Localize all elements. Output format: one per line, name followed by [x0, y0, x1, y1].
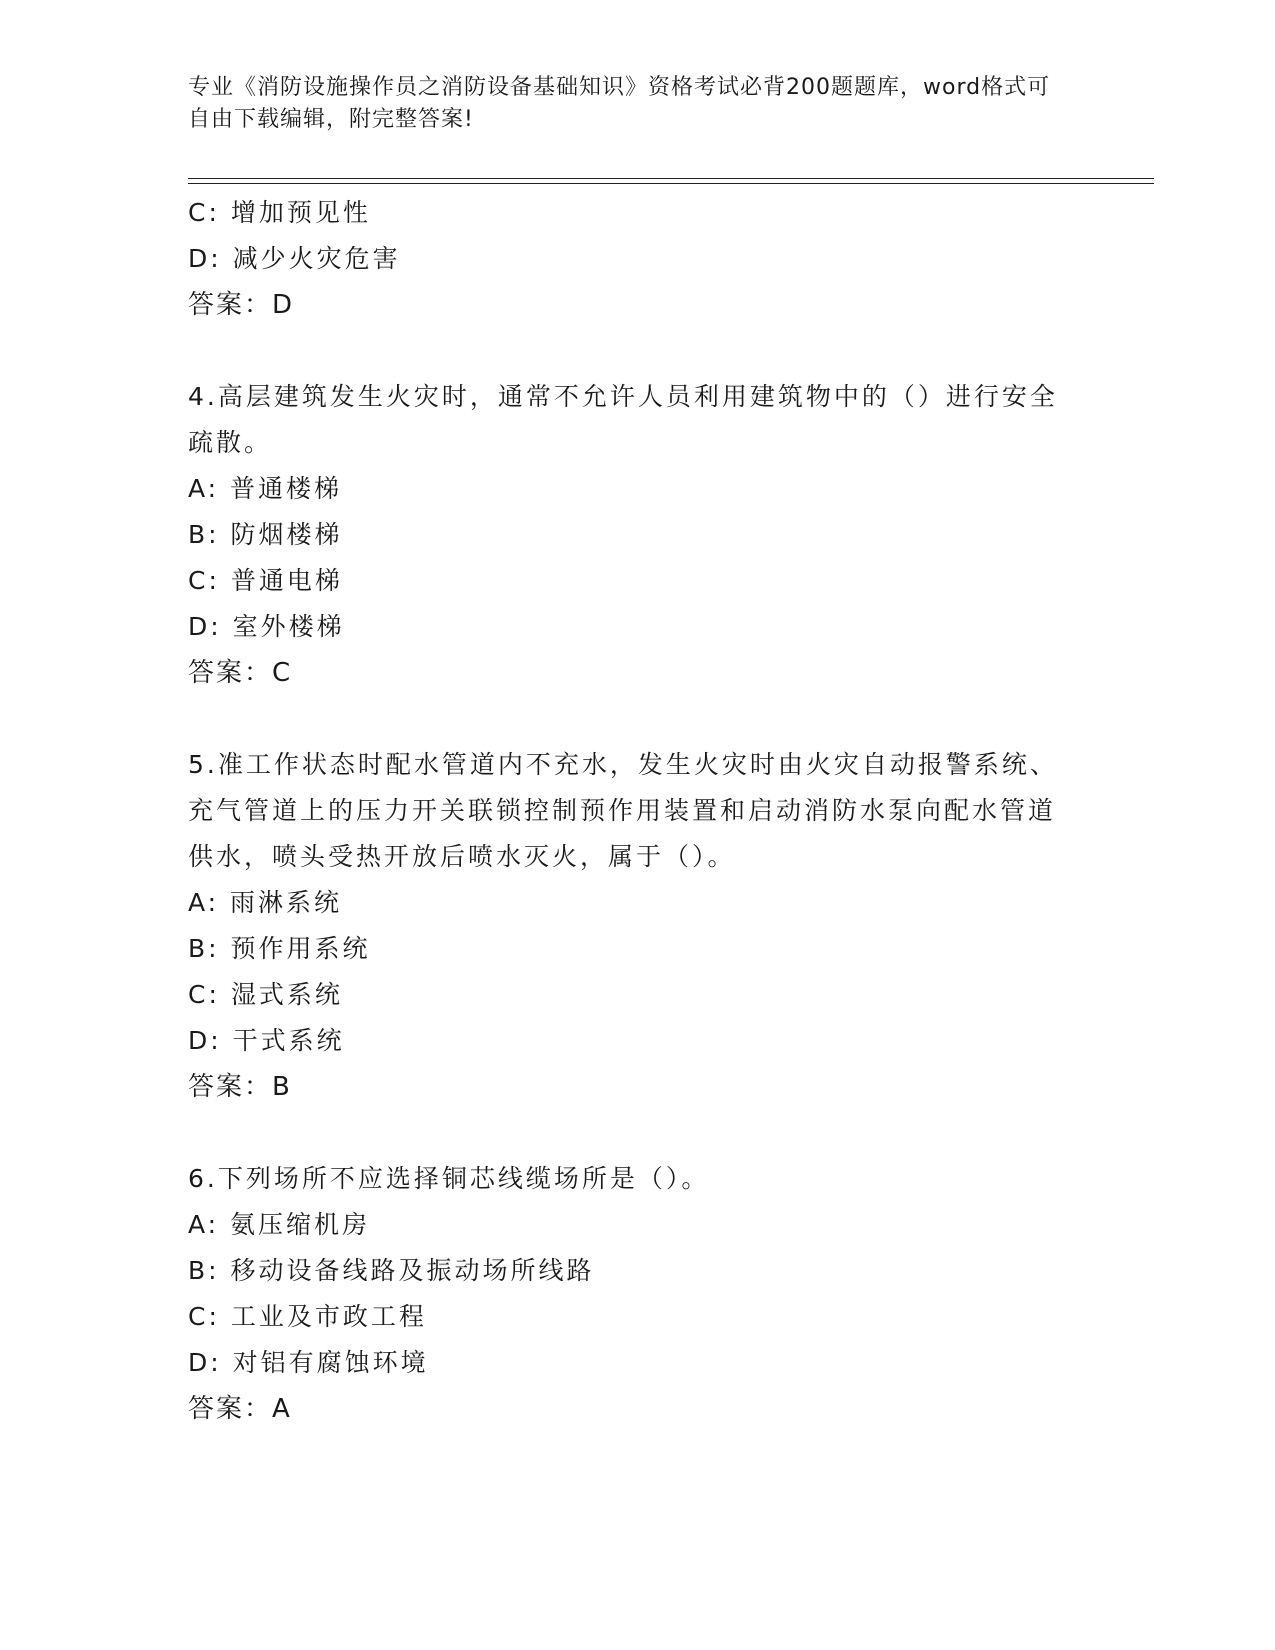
option-d: D: 对铝有腐蚀环境	[188, 1348, 429, 1377]
question-text: 4.高层建筑发生火灾时，通常不允许人员利用建筑物中的（）进行安全疏散。	[188, 382, 1058, 457]
answer-line: 答案：D	[188, 290, 295, 320]
option-d: D: 减少火灾危害	[188, 244, 401, 273]
header-rule-bottom	[188, 183, 1154, 184]
option-b: B: 防烟楼梯	[188, 520, 343, 549]
spacer	[188, 1110, 1068, 1156]
question-4	[188, 374, 1068, 696]
option-a: A: 氨压缩机房	[188, 1210, 371, 1239]
spacer	[188, 696, 1068, 742]
option-a: A: 雨淋系统	[188, 888, 343, 917]
option-b: B: 移动设备线路及振动场所线路	[188, 1256, 595, 1285]
question-list	[188, 190, 1068, 1432]
answer-line: 答案：C	[188, 658, 293, 688]
spacer	[188, 328, 1068, 374]
option-d: D: 室外楼梯	[188, 612, 345, 641]
header-rule-top	[188, 178, 1154, 179]
option-c: C: 湿式系统	[188, 980, 343, 1009]
option-d: D: 干式系统	[188, 1026, 345, 1055]
document-header: 专业《消防设施操作员之消防设备基础知识》资格考试必背200题题库，word格式可自由下载编辑，附完整答案!	[188, 75, 1051, 132]
option-a: A: 普通楼梯	[188, 474, 343, 503]
question-5	[188, 742, 1068, 1110]
option-c: C: 增加预见性	[188, 198, 371, 227]
question-6	[188, 1156, 1068, 1432]
option-c: C: 普通电梯	[188, 566, 343, 595]
option-b: B: 预作用系统	[188, 934, 371, 963]
option-c: C: 工业及市政工程	[188, 1302, 427, 1331]
answer-line: 答案：A	[188, 1394, 292, 1424]
question-text: 6.下列场所不应选择铜芯线缆场所是（）。	[188, 1164, 710, 1193]
question-text: 5.准工作状态时配水管道内不充水，发生火灾时由火灾自动报警系统、充气管道上的压力开关联锁控制预作用装置和启动消防水泵向配水管道供水，喷头受热开放后喷水灭火，属于（）。	[188, 750, 1058, 871]
question-3-continuation	[188, 190, 1068, 328]
answer-line: 答案：B	[188, 1072, 292, 1102]
